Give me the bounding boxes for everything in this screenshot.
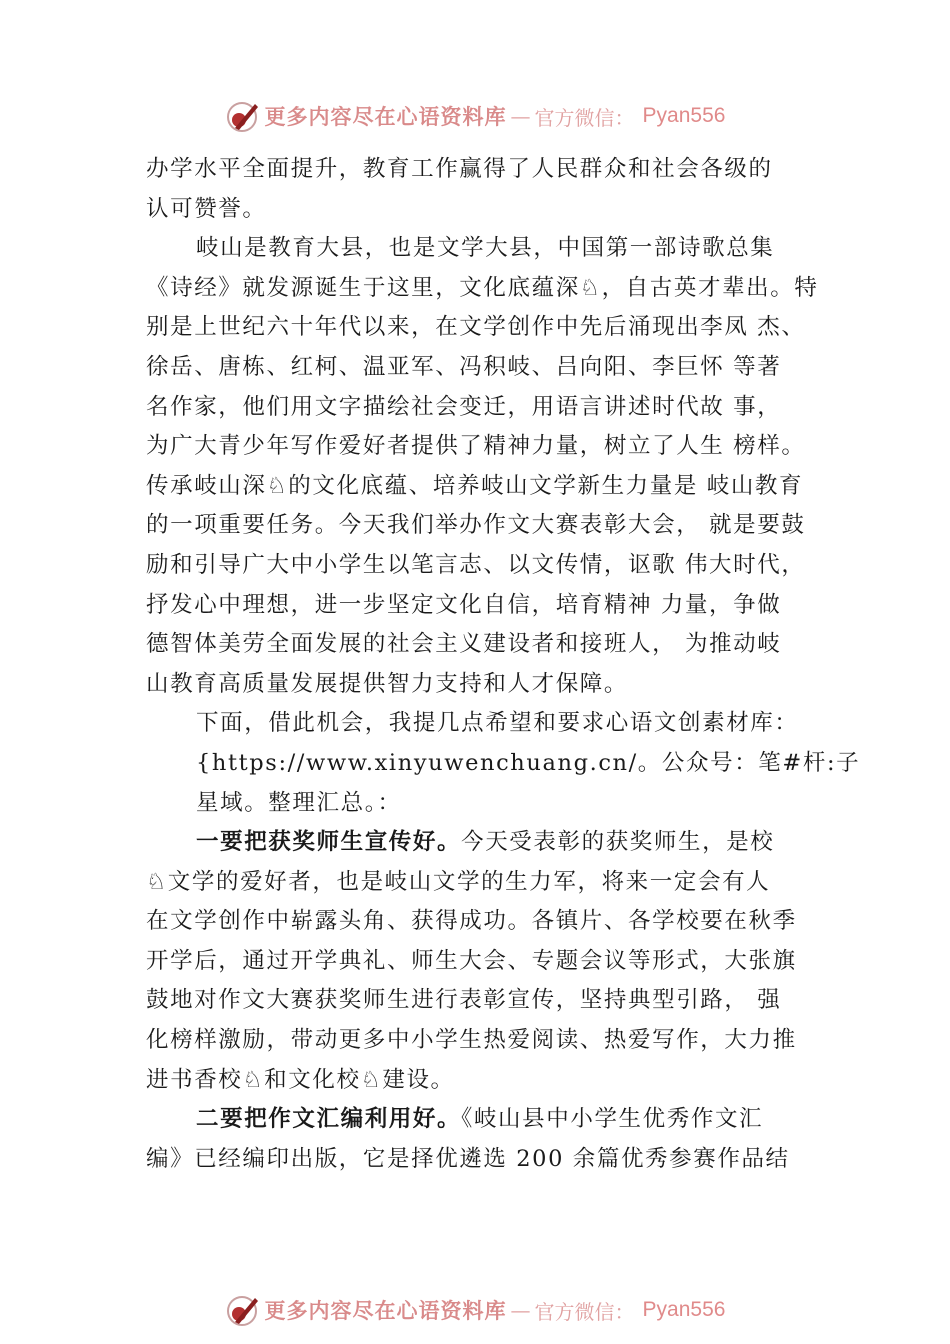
text-fragment: 《岐山县中小学生优秀作文汇 (461, 1106, 764, 1133)
text-line: 的一项重要任务。今天我们举办作文大赛表彰大会， 就是要鼓 (146, 512, 806, 539)
document-body (146, 150, 861, 1179)
text-line: 进书香校♘和文化校♘建设。 (146, 1066, 455, 1093)
footer-wechat-id: Pyan556 (642, 1298, 726, 1321)
text-line: 下面，借此机会，我提几点希望和要求心语文创素材库： (196, 710, 799, 737)
text-line: 别是上世纪六十年代以来，在文学创作中先后涌现出李凤 杰、 (146, 314, 806, 341)
text-line: 山教育高质量发展提供智力支持和人才保障。 (146, 670, 629, 697)
text-line: 星域。整理汇总。： (196, 789, 402, 816)
text-line: 徐岳、唐栋、红柯、温亚军、冯积岐、吕向阳、李巨怀 等著 (146, 353, 782, 380)
header-banner (0, 96, 950, 136)
header-wechat-id: Pyan556 (642, 104, 726, 127)
text-fragment: 今天受表彰的获奖师生，是校 (461, 829, 775, 856)
text-line: {https://www.xinyuwenchuang.cn/。公众号：笔#杆:子 (196, 749, 861, 776)
text-line: 鼓地对作文大赛获奖师生进行表彰宣传，坚持典型引路， 强 (146, 987, 782, 1014)
text-line: 名作家，他们用文字描绘社会变迁，用语言讲述时代故 事， (146, 393, 782, 420)
text-line: ♘文学的爱好者，也是岐山文学的生力军，将来一定会有人 (146, 868, 771, 895)
footer-title: 更多内容尽在心语资料库 (264, 1298, 507, 1323)
footer-separator: — (510, 1298, 531, 1322)
text-line: 抒发心中理想，进一步坚定文化自信，培育精神 力量，争做 (146, 591, 782, 618)
text-line (146, 823, 836, 863)
text-line: 《诗经》就发源诞生于这里，文化底蕴深♘，自古英才辈出。特 (146, 274, 819, 301)
text-line: 传承岐山深♘的文化底蕴、培养岐山文学新生力量是 岐山教育 (146, 472, 804, 499)
text-line: 办学水平全面提升，教育工作赢得了人民群众和社会各级的 (146, 156, 773, 182)
footer-wechat-label: 官方微信： (534, 1299, 635, 1324)
section-heading-1: 一要把获奖师生宣传好。 (196, 829, 462, 856)
text-line: 在文学创作中崭露头角、获得成功。各镇片、各学校要在秋季 (146, 908, 797, 935)
text-line (146, 1100, 836, 1140)
text-line: 德智体美劳全面发展的社会主义建设者和接班人， 为推动岐 (146, 631, 782, 658)
header-separator: — (510, 104, 531, 128)
section-heading-2: 二要把作文汇编利用好。 (196, 1106, 462, 1133)
footer-banner (0, 1290, 950, 1330)
header-title: 更多内容尽在心语资料库 (264, 104, 507, 129)
text-line: 开学后，通过开学典礼、师生大会、专题会议等形式，大张旗 (146, 947, 797, 974)
pen-seal-icon (225, 1292, 261, 1328)
text-line: 编》已经编印出版，它是择优遴选 200 余篇优秀参赛作品结 (146, 1145, 790, 1172)
text-line: 认可赞誉。 (146, 195, 267, 222)
header-wechat-label: 官方微信： (534, 105, 635, 130)
text-line: 化榜样激励，带动更多中小学生热爱阅读、热爱写作，大力推 (146, 1027, 797, 1054)
pen-seal-icon (225, 98, 261, 134)
text-line: 为广大青少年写作爱好者提供了精神力量，树立了人生 榜样。 (146, 433, 806, 460)
text-line: 岐山是教育大县，也是文学大县，中国第一部诗歌总集 (196, 235, 775, 262)
text-line: 励和引导广大中小学生以笔言志、以文传情，讴歌 伟大时代， (146, 551, 806, 578)
